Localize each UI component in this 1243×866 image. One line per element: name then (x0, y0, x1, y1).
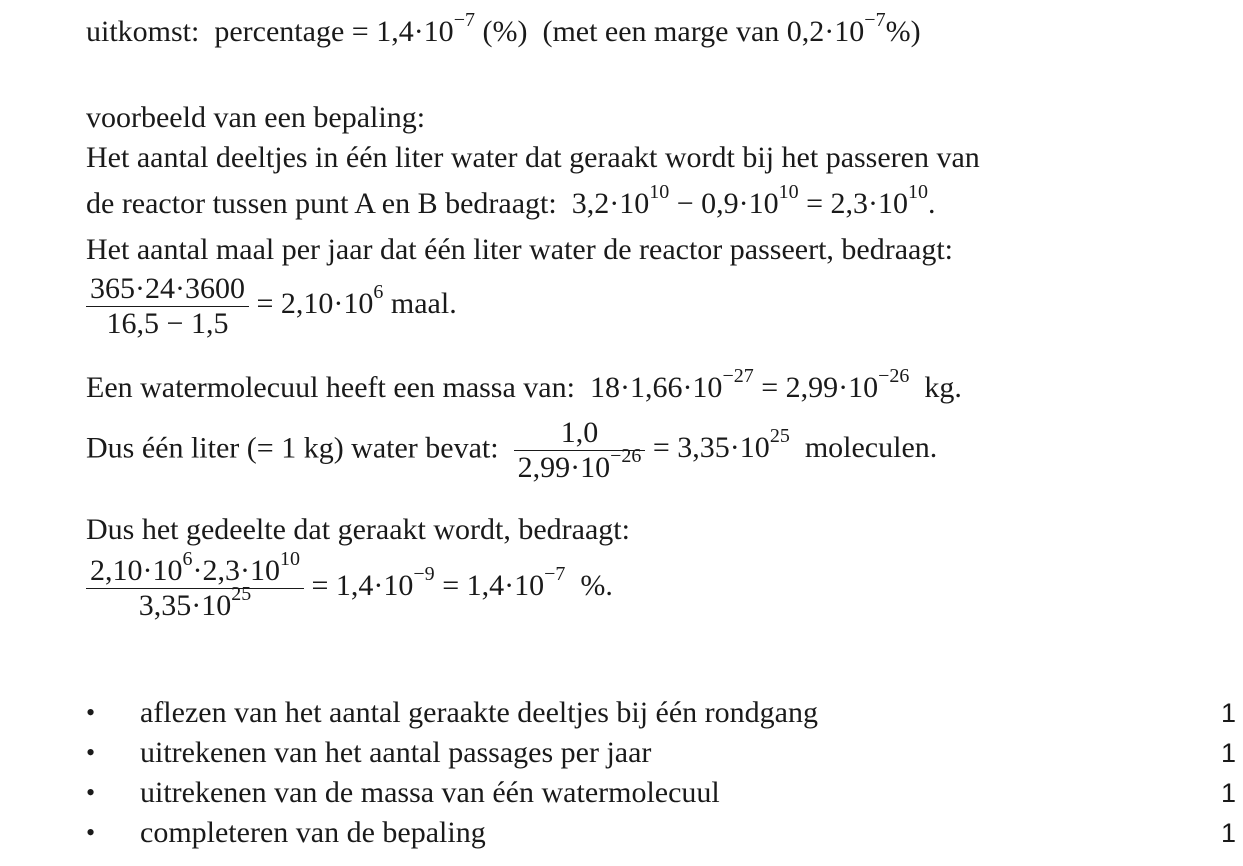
uitkomst-marge-prefix: (met een marge van (542, 15, 780, 48)
uitkomst-marge-value: $0,2\cdot 10^{-7}$ (786, 9, 886, 48)
frac1-denominator: 16,5 − 1,5 (106, 307, 229, 340)
score-item-points: 1 (1220, 778, 1236, 808)
score-item-points: 1 (1220, 698, 1236, 728)
gedeelte-label: Dus het gedeelte dat geraakt wordt, bedraagt: (86, 513, 630, 546)
liter-result: = $3,35\cdot 10^{25}$ moleculen. (652, 425, 938, 465)
frac1-result: = $2,10\cdot 10^6$ maal. (256, 281, 457, 321)
massa-line (86, 365, 962, 406)
para1-line1: Het aantal deeltjes in één liter water dat geraakt wordt bij het passeren van (86, 141, 980, 174)
score-item-points: 1 (1220, 818, 1236, 848)
uitkomst-marge-suffix: %) (885, 15, 921, 48)
uitkomst-unit: (%) (482, 15, 528, 48)
uitkomst-value: $1,4\cdot 10^{-7}$ (376, 9, 475, 48)
massa-text: Een watermolecuul heeft een massa van: (86, 371, 575, 404)
frac3-numerator: $2,10\cdot 10^6\cdot 2,3\cdot 10^{10}$ (86, 554, 304, 589)
uitkomst-label: percentage (214, 15, 345, 48)
bullet-icon: • (86, 818, 96, 847)
para1-line2-text: de reactor tussen punt A en B bedraagt: (86, 187, 557, 220)
score-item-points: 1 (1220, 738, 1236, 768)
score-item-text: aflezen van het aantal geraakte deeltjes bij één rondgang (140, 696, 818, 729)
massa-math: $18\cdot 1,66\cdot 10^{-27} = 2,99\cdot 10^{-26}$ kg. (589, 365, 962, 404)
uitkomst-lead: uitkomst: (86, 15, 200, 48)
liter-line (86, 416, 937, 485)
uitkomst-line: uitkomst: percentage = $1,4\cdot 10^{-7}$ (%) (met een marge van $0,2\cdot 10^{-7}\%$) (86, 9, 921, 48)
frac1-numerator: 365·24·3600 (86, 272, 249, 307)
bullet-icon: • (86, 698, 96, 727)
liter-frac (514, 416, 646, 485)
score-item-text: completeren van de bepaling (140, 816, 486, 849)
score-item (86, 696, 1236, 730)
liter-frac-denominator: $2,99\cdot 10^{-26}$ (517, 445, 642, 484)
score-item-text: uitrekenen van de massa van één watermolecuul (140, 776, 720, 809)
para1-line2-math: $3,2\cdot 10^{10} - 0,9\cdot 10^{10} = 2,3\cdot 10^{10}$. (571, 181, 936, 220)
para1-line2 (86, 181, 936, 222)
frac3-block (86, 548, 613, 623)
bullet-icon: • (86, 778, 96, 807)
para2-line1: Het aantal maal per jaar dat één liter water de reactor passeert, bedraagt: (86, 233, 954, 266)
score-item (86, 736, 1236, 770)
voorbeeld-label: voorbeeld van een bepaling: (86, 101, 426, 134)
frac1 (86, 272, 249, 341)
frac3 (86, 548, 304, 623)
score-item (86, 816, 1236, 850)
bullet-icon: • (86, 738, 96, 767)
liter-frac-numerator: 1,0 (514, 416, 646, 451)
liter-text: Dus één liter (= 1 kg) water bevat: (86, 431, 499, 465)
score-item (86, 776, 1236, 810)
frac1-block (86, 272, 457, 341)
frac3-result: = $1,4\cdot 10^{-9} = 1,4\cdot 10^{-7}$ %. (311, 563, 613, 603)
score-item-text: uitrekenen van het aantal passages per jaar (140, 736, 652, 769)
frac3-denominator: $3,35\cdot 10^{25}$ (138, 583, 252, 622)
